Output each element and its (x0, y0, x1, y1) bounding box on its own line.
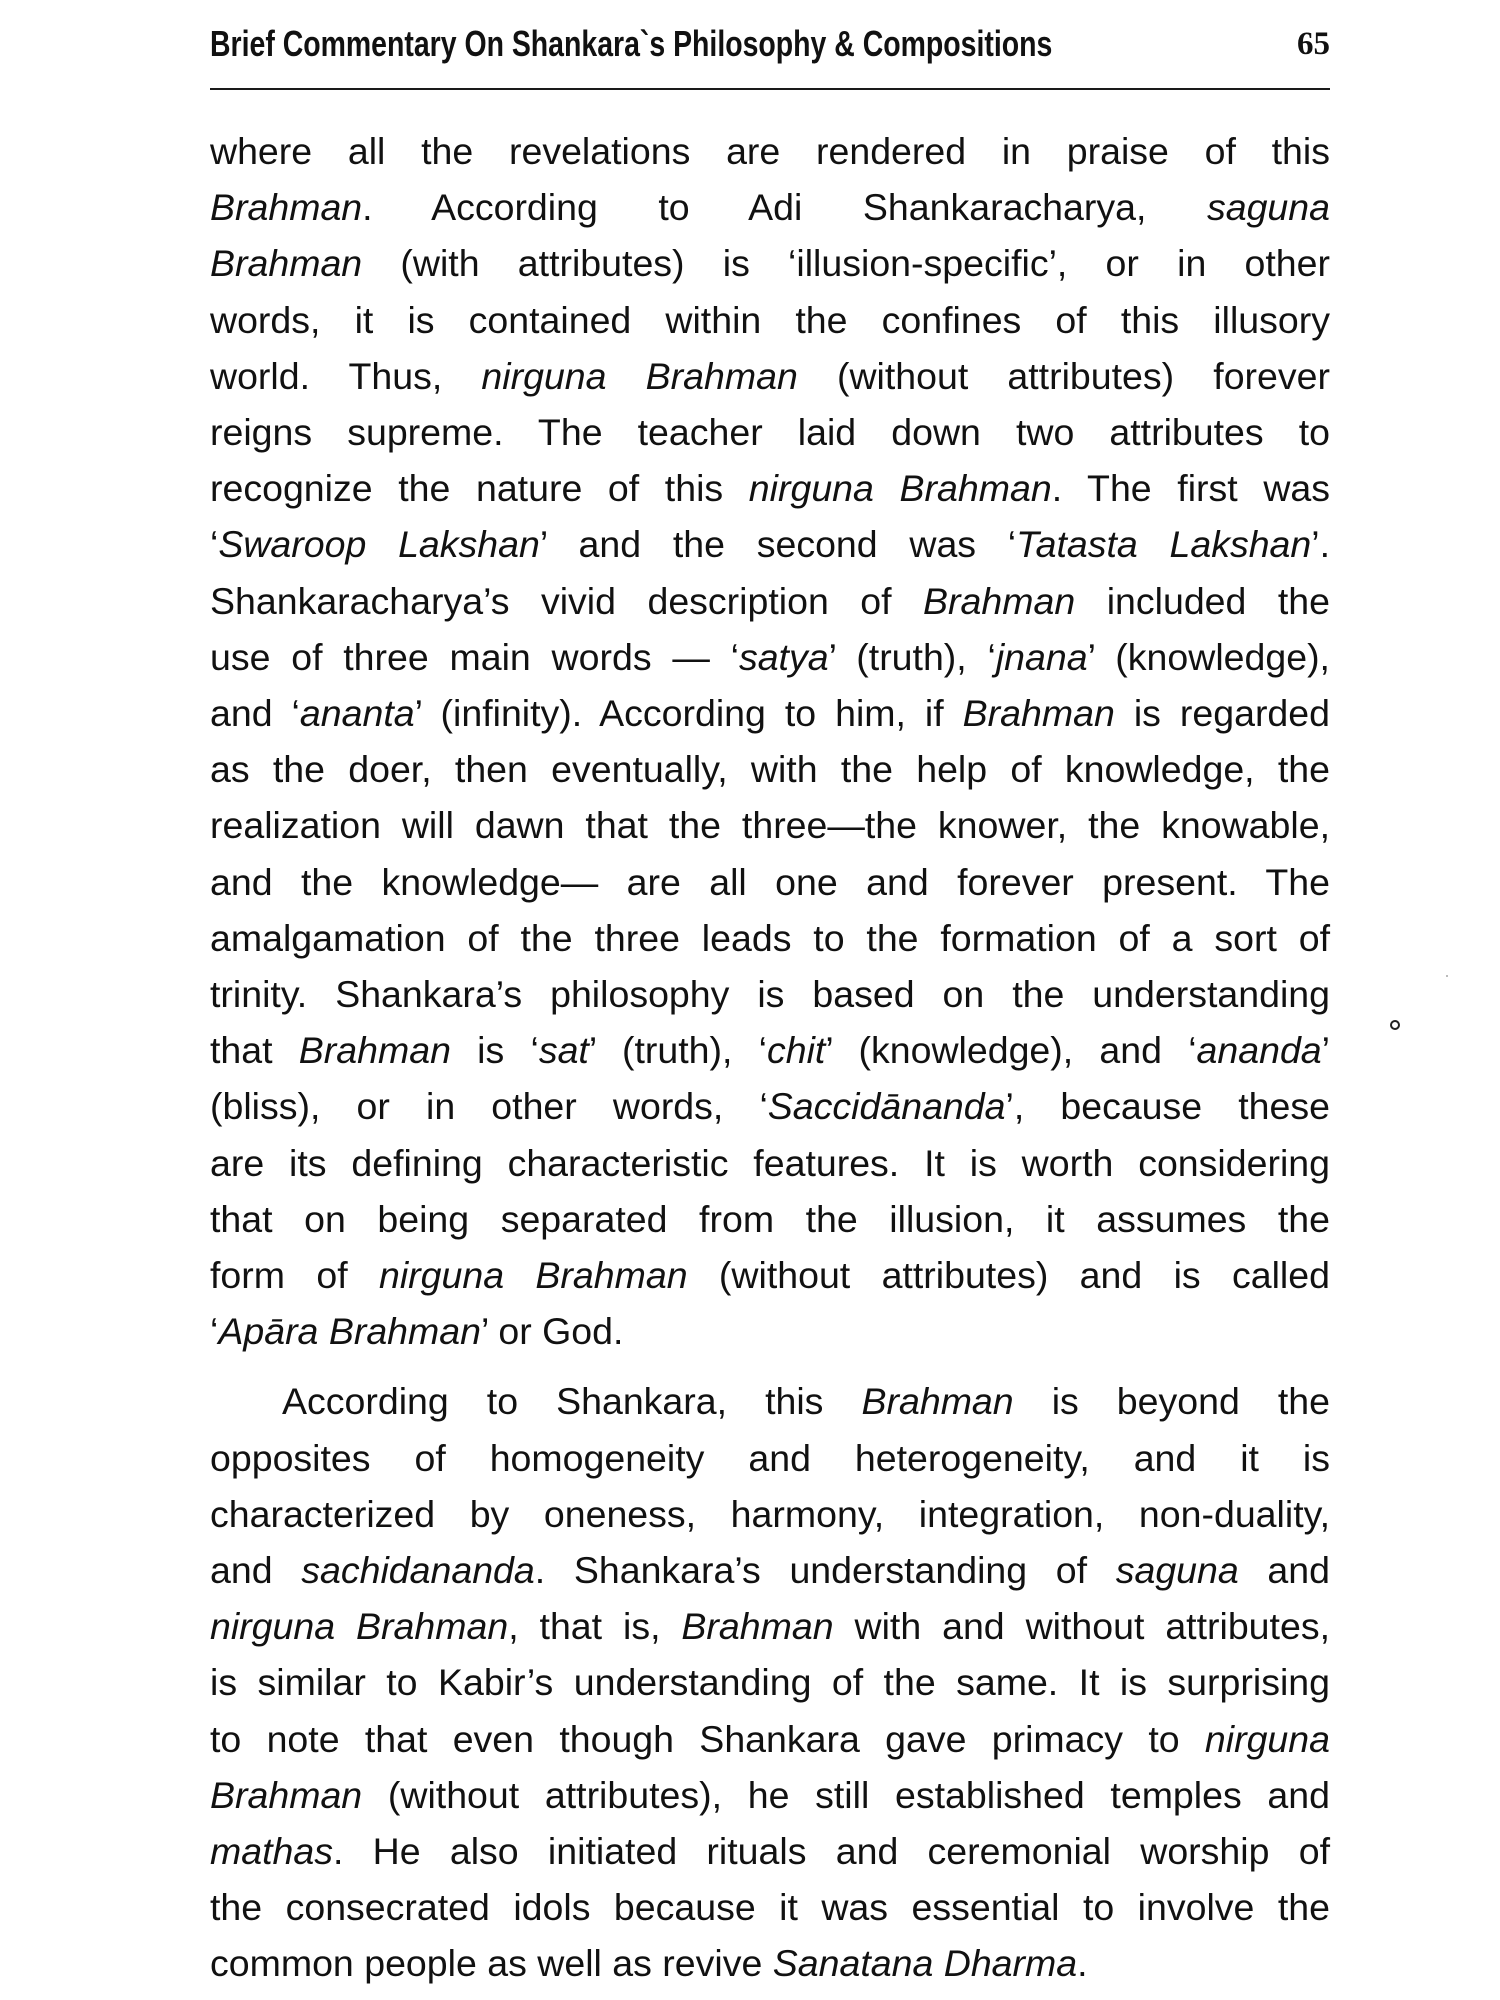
text-run: , that is, (508, 1605, 682, 1648)
text-line (210, 1247, 1330, 1303)
italic-term: nirguna Brahman (748, 467, 1052, 510)
text-run: and ‘ (210, 692, 300, 734)
italic-term: Sanatana Dharma (772, 1942, 1078, 1985)
header-rule-divider (210, 88, 1330, 90)
italic-term: Apāra Brahman (218, 1310, 481, 1353)
text-run: the consecrated idols because it was essential to involve the (210, 1886, 1330, 1929)
text-run: ’. (1311, 523, 1331, 566)
text-line (210, 1303, 1330, 1359)
text-run: where all the revelations are rendered in praise of this (210, 130, 1330, 172)
page-number: 65 (1297, 26, 1330, 62)
italic-term: Swaroop Lakshan (218, 523, 540, 566)
text-run: reigns supreme. The teacher laid down two attributes to (210, 411, 1330, 453)
text-run: . Shankara’s understanding of (534, 1549, 1116, 1591)
text-run: that (210, 1029, 299, 1072)
text-run: is beyond the (1013, 1380, 1331, 1423)
text-run: (without attributes) and is called (687, 1254, 1330, 1296)
text-line (210, 1022, 1330, 1078)
text-run: and (210, 1549, 302, 1591)
text-run: (bliss), or in other words, ‘ (210, 1085, 768, 1128)
italic-term: Brahman (210, 1773, 363, 1816)
text-line (210, 123, 1330, 179)
text-line (210, 404, 1330, 460)
text-run: world. Thus, (210, 354, 482, 397)
text-run: characterized by oneness, harmony, integration, non-duality, (210, 1492, 1330, 1535)
text-run: ‘ (210, 523, 219, 566)
italic-term: nirguna Brahman (210, 1605, 509, 1648)
text-line (210, 1542, 1330, 1598)
italic-term: sachidananda (301, 1549, 535, 1591)
text-run: recognize the nature of this (210, 467, 749, 510)
text-line (210, 460, 1330, 516)
text-line (210, 1430, 1330, 1486)
italic-term: mathas (210, 1830, 333, 1872)
italic-term: Brahman (681, 1605, 834, 1648)
text-run: common people as well as revive (210, 1942, 773, 1985)
text-run: to note that even though Shankara gave primacy to (210, 1717, 1205, 1760)
text-line (210, 1711, 1330, 1767)
text-run: trinity. Shankara’s philosophy is based on the understanding (210, 973, 1330, 1015)
italic-term: jnana (995, 635, 1088, 678)
text-run: (without attributes), he still established temples and (362, 1773, 1330, 1816)
text-line (210, 235, 1330, 291)
text-run: use of three main words — ‘ (210, 635, 739, 678)
text-line (210, 1486, 1330, 1542)
text-run: . The first was (1051, 467, 1331, 510)
italic-term: sat (538, 1029, 589, 1072)
italic-term: Brahman (861, 1380, 1014, 1423)
text-line (210, 966, 1330, 1022)
text-run: ’ (infinity). According to him, if (414, 692, 963, 734)
text-run: ’, because these (1005, 1085, 1330, 1128)
running-title: Brief Commentary On Shankara`s Philosophy & Compositions (210, 23, 1053, 64)
text-line (210, 516, 1330, 572)
margin-circle-mark (1390, 1020, 1400, 1030)
text-run: form of (210, 1254, 379, 1296)
text-run: ’ (1321, 1029, 1331, 1072)
text-line (210, 1135, 1330, 1191)
text-run: amalgamation of the three leads to the formation of a sort of (210, 916, 1330, 959)
italic-term: Tatasta Lakshan (1016, 523, 1312, 566)
text-run: is regarded (1114, 692, 1330, 734)
text-run: ’ (knowledge), and ‘ (825, 1029, 1197, 1072)
text-line (210, 910, 1330, 966)
text-run: According to Shankara, this (282, 1380, 862, 1423)
italic-term: satya (738, 635, 829, 678)
text-line (210, 1767, 1330, 1823)
text-line (210, 179, 1330, 235)
text-run: and (1238, 1549, 1330, 1591)
text-run: (without attributes) forever (797, 354, 1330, 397)
text-line (210, 1078, 1330, 1134)
italic-term: chit (766, 1029, 826, 1072)
italic-term: nirguna (1204, 1717, 1330, 1760)
text-run: ’ or God. (481, 1310, 624, 1353)
text-line (210, 741, 1330, 797)
italic-term: Brahman (298, 1029, 451, 1072)
text-run: (with attributes) is ‘illusion-specific’, or in other (362, 242, 1330, 285)
italic-term: Brahman (923, 579, 1076, 622)
italic-term: Brahman (962, 692, 1115, 734)
text-line (210, 573, 1330, 629)
italic-term: Brahman (210, 242, 363, 285)
text-run: ’ (truth), ‘ (588, 1029, 767, 1072)
text-line (210, 292, 1330, 348)
text-line (210, 685, 1330, 741)
italic-term: nirguna Brahman (378, 1254, 688, 1296)
text-run: ’ (knowledge), (1087, 635, 1330, 678)
text-run: . According to Adi Shankaracharya, (362, 186, 1207, 229)
text-run: as the doer, then eventually, with the help of knowledge, the (210, 748, 1330, 791)
text-run: included the (1075, 579, 1330, 622)
italic-term: ananda (1196, 1029, 1322, 1072)
italic-term: nirguna Brahman (481, 354, 798, 397)
text-run: are its defining characteristic features. It is worth considering (210, 1141, 1330, 1184)
text-run: that on being separated from the illusion, it assumes the (210, 1197, 1330, 1240)
text-run: with and without attributes, (833, 1605, 1330, 1648)
text-line (210, 1654, 1330, 1710)
italic-term: Saccidānanda (767, 1085, 1006, 1128)
text-line (210, 1823, 1330, 1879)
text-line (210, 1879, 1330, 1935)
text-line (282, 1373, 1330, 1429)
text-run: is ‘ (450, 1029, 539, 1072)
text-line (210, 1935, 1330, 1991)
text-run: ‘ (210, 1310, 219, 1353)
text-run: words, it is contained within the confines of this illusory (210, 298, 1330, 341)
text-run: Shankaracharya’s vivid description of (210, 579, 924, 622)
text-line (210, 797, 1330, 853)
text-line (210, 629, 1330, 685)
text-line (210, 348, 1330, 404)
italic-term: ananta (299, 692, 415, 734)
italic-term: saguna (1206, 186, 1330, 229)
text-line (210, 1191, 1330, 1247)
italic-term: Brahman (210, 186, 363, 229)
text-run: is similar to Kabir’s understanding of the same. It is surprising (210, 1661, 1330, 1704)
text-run: ’ (truth), ‘ (828, 635, 996, 678)
text-run: . (1077, 1942, 1088, 1985)
text-run: ’ and the second was ‘ (539, 523, 1017, 566)
scan-speck (1446, 975, 1448, 977)
text-line (210, 1598, 1330, 1654)
text-run: . He also initiated rituals and ceremonial worship of (332, 1830, 1330, 1872)
italic-term: saguna (1115, 1549, 1239, 1591)
text-run: and the knowledge— are all one and forever present. The (210, 860, 1330, 903)
text-run: realization will dawn that the three—the knower, the knowable, (210, 804, 1330, 847)
text-run: opposites of homogeneity and heterogeneity, and it is (210, 1436, 1330, 1479)
text-line (210, 854, 1330, 910)
